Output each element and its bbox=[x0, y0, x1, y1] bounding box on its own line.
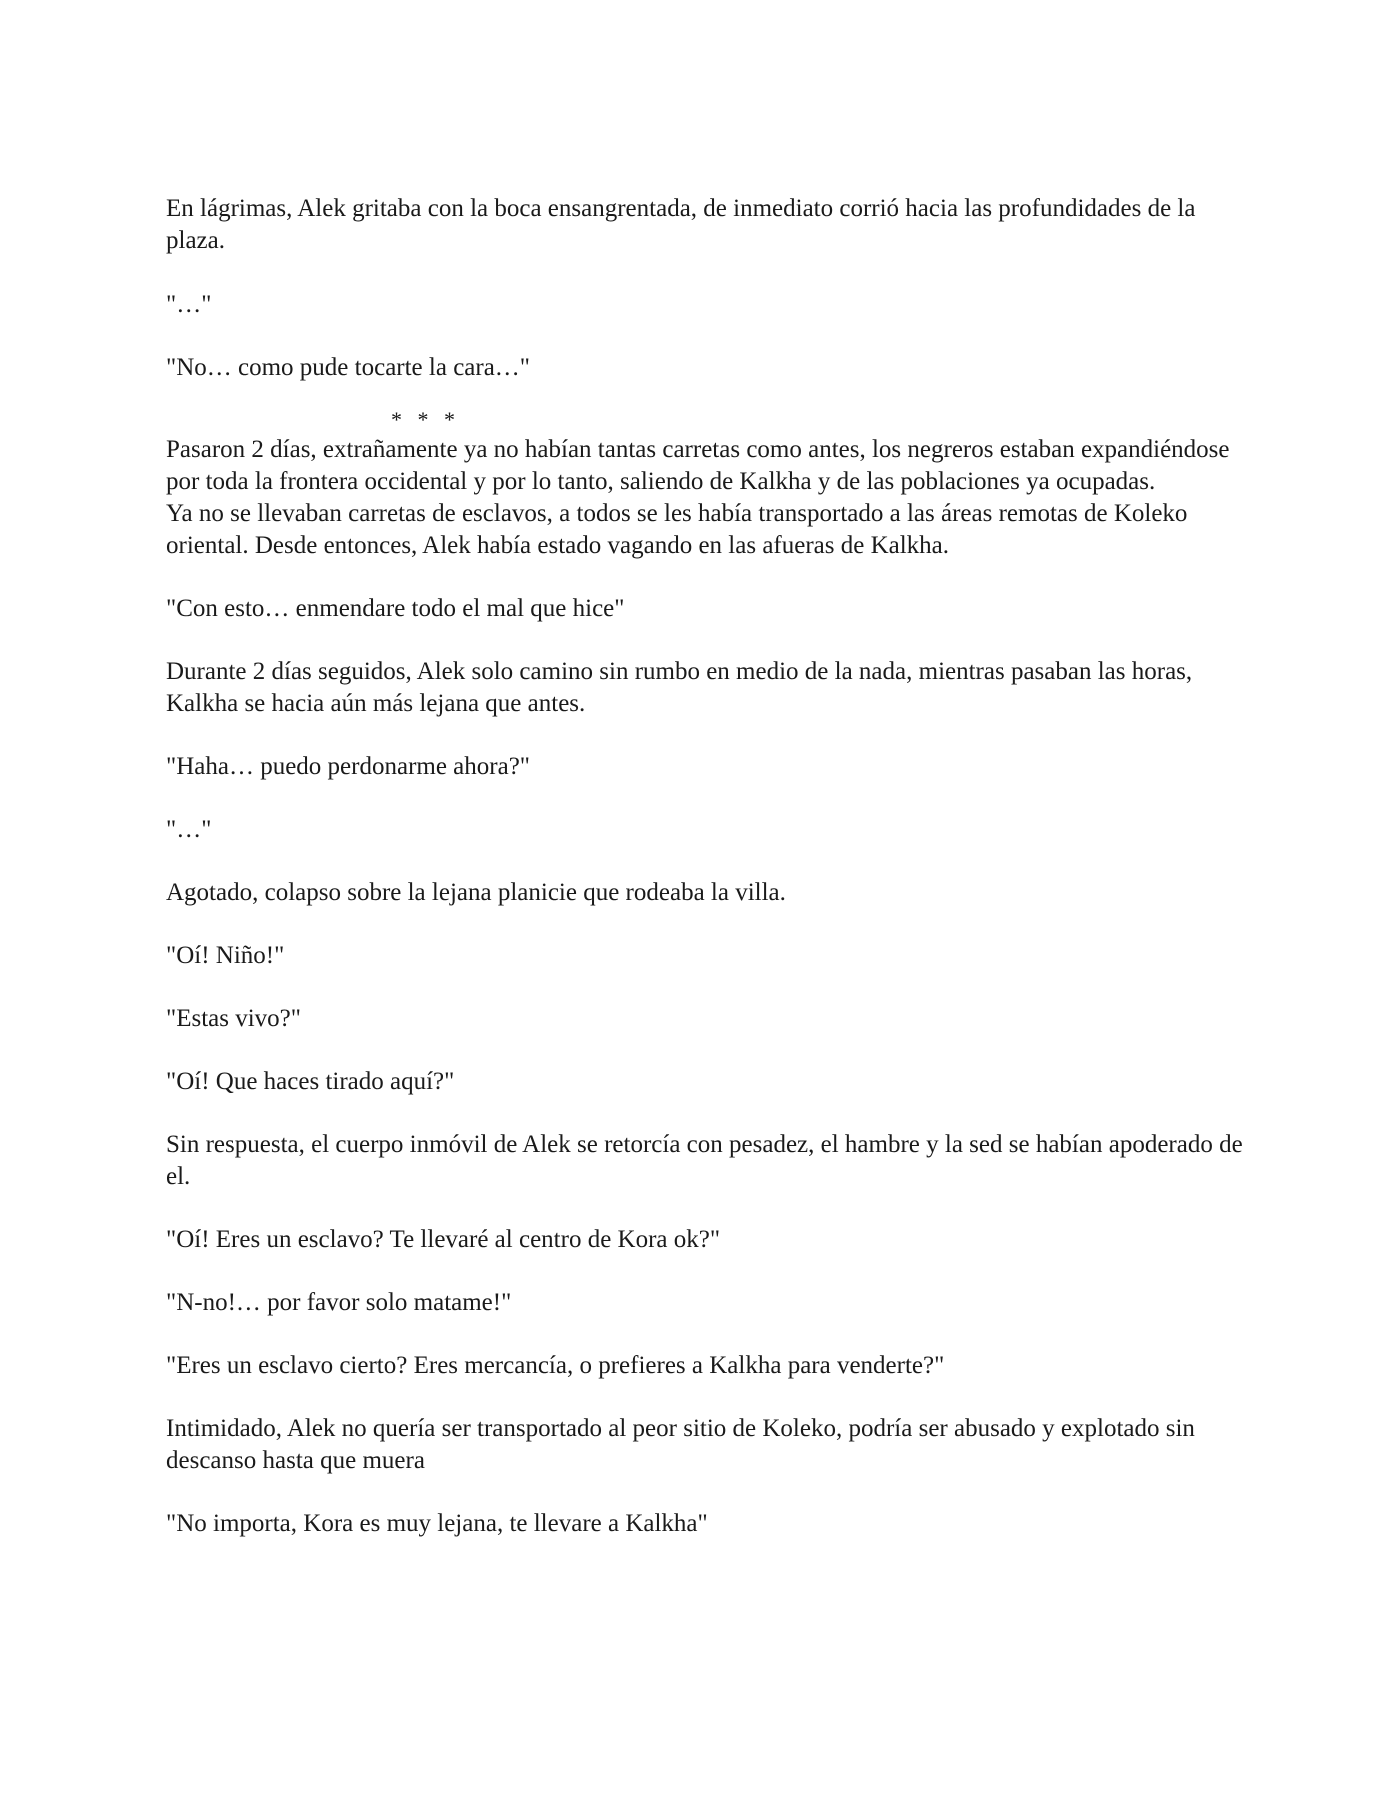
dialogue-4: "Oí! Niño!" bbox=[166, 942, 285, 969]
dialogue-6: "Oí! Que haces tirado aquí?" bbox=[166, 1068, 455, 1095]
dialogue-1: "No… como pude tocarte la cara…" bbox=[166, 354, 531, 381]
scene-separator: * * * bbox=[391, 407, 460, 432]
paragraph-1: En lágrimas, Alek gritaba con la boca ensangrentada, de inmediato corrió hacia las profundidades de la plaza. bbox=[166, 195, 1196, 254]
paragraph-7: Intimidado, Alek no quería ser transportado al peor sitio de Koleko, podría ser abusado y explotado sin descanso hasta que muera bbox=[166, 1415, 1195, 1474]
dialogue-8: "N-no!… por favor solo matame!" bbox=[166, 1289, 512, 1316]
paragraph-3: Ya no se llevaban carretas de esclavos, a todos se les había transportado a las áreas remotas de Koleko oriental. Desde entonces, Alek había estado vagando en las afueras de Kalkha. bbox=[166, 500, 1188, 559]
paragraph-6: Sin respuesta, el cuerpo inmóvil de Alek se retorcía con pesadez, el hambre y la sed se habían apoderado de el. bbox=[166, 1131, 1243, 1190]
dialogue-ellipsis-2: "…" bbox=[166, 816, 212, 843]
dialogue-5: "Estas vivo?" bbox=[166, 1005, 301, 1032]
dialogue-2: "Con esto… enmendare todo el mal que hice" bbox=[166, 595, 625, 622]
paragraph-4: Durante 2 días seguidos, Alek solo camino sin rumbo en medio de la nada, mientras pasaban las horas, Kalkha se hacia aún más lejana que antes. bbox=[166, 658, 1193, 717]
dialogue-9: "Eres un esclavo cierto? Eres mercancía, o prefieres a Kalkha para venderte?" bbox=[166, 1352, 945, 1379]
dialogue-7: "Oí! Eres un esclavo? Te llevaré al centro de Kora ok?" bbox=[166, 1226, 721, 1253]
document-body bbox=[166, 193, 1246, 1540]
paragraph-5: Agotado, colapso sobre la lejana planicie que rodeaba la villa. bbox=[166, 879, 786, 906]
paragraph-2: Pasaron 2 días, extrañamente ya no habían tantas carretas como antes, los negreros estaban expandiéndose por toda la frontera occidental y por lo tanto, saliendo de Kalkha y de las poblaciones ya ocupadas. bbox=[166, 436, 1230, 495]
dialogue-ellipsis-1: "…" bbox=[166, 291, 212, 318]
dialogue-10: "No importa, Kora es muy lejana, te llevare a Kalkha" bbox=[166, 1510, 708, 1537]
dialogue-3: "Haha… puedo perdonarme ahora?" bbox=[166, 753, 531, 780]
